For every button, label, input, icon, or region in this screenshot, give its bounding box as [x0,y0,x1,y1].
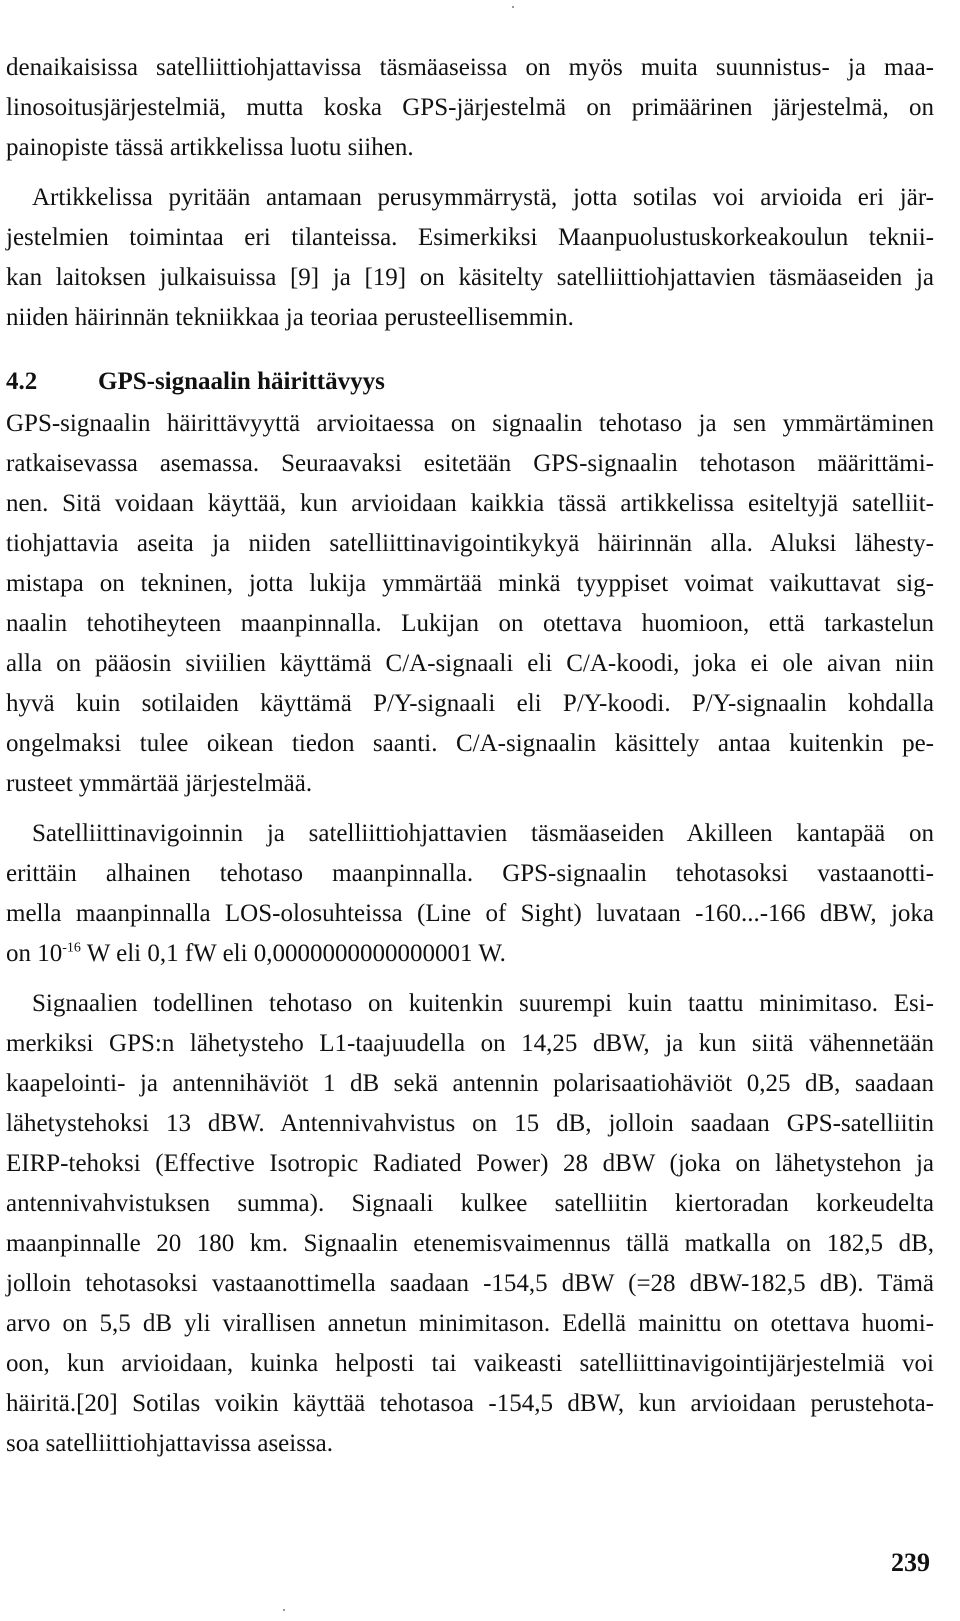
text-line: häiritä.[20] Sotilas voikin käyttää tehotasoa -154,5 dBW, kun arvioidaan perustehota- [6,1390,934,1417]
text-line: merkiksi GPS:n lähetysteho L1-taajuudella on 14,25 dBW, ja kun siitä vähennetään [6,1030,934,1057]
text-line: linosoitusjärjestelmiä, mutta koska GPS-järjestelmä on primäärinen järjestelmä, on [6,94,934,121]
section-heading [6,362,934,402]
paragraph [6,814,934,974]
text-line: ratkaisevassa asemassa. Seuraavaksi esitetään GPS-signaalin tehotason määrittämi- [6,450,934,477]
text-line: maanpinnalle 20 180 km. Signaalin etenemisvaimennus tällä matkalla on 182,5 dB, [6,1230,934,1257]
paragraph [6,48,934,168]
text-line: mistapa on tekninen, jotta lukija ymmärtää minkä tyyppiset voimat vaikuttavat sig- [6,570,934,597]
text-line: GPS-signaalin häirittävyyttä arvioitaessa on signaalin tehotaso ja sen ymmärtäminen [6,410,934,437]
text-fragment: on 10 [6,940,63,967]
text-line: oon, kun arvioidaan, kuinka helposti tai vaikeasti satelliittinavigointijärjestelmiä voi [6,1350,934,1377]
scan-speck [512,6,514,8]
text-line: arvo on 5,5 dB yli virallisen annetun minimitason. Edellä mainittu on otettava huomi- [6,1310,934,1337]
text-line: ongelmaksi tulee oikean tiedon saanti. C/A-signaalin käsittely antaa kuitenkin pe- [6,730,934,757]
text-line: painopiste tässä artikkelissa luotu siihen. [6,134,414,161]
text-line: EIRP-tehoksi (Effective Isotropic Radiated Power) 28 dBW (joka on lähetystehon ja [6,1150,934,1177]
paragraph [6,178,934,338]
text-line: rusteet ymmärtää järjestelmää. [6,770,313,797]
text-line: Artikkelissa pyritään antamaan perusymmärrystä, jotta sotilas voi arvioida eri jär- [32,184,934,211]
text-line: naalin tehotiheyteen maanpinnalla. Lukijan on otettava huomioon, että tarkastelun [6,610,934,637]
text-line [6,934,934,974]
document-page [6,48,934,1464]
superscript-exponent: -16 [62,940,81,956]
text-line: jolloin tehotasoksi vastaanottimella saadaan -154,5 dBW (=28 dBW-182,5 dB). Tämä [6,1270,934,1297]
section-number: 4.2 [6,368,38,395]
text-line: niiden häirinnän tekniikkaa ja teoriaa perusteellisemmin. [6,304,574,331]
paragraph [6,404,934,804]
text-line: Signaalien todellinen tehotaso on kuitenkin suurempi kuin taattu minimitaso. Esi- [32,990,934,1017]
text-line: erittäin alhainen tehotaso maanpinnalla. GPS-signaalin tehotasoksi vastaanotti- [6,860,934,887]
page-number: 239 [891,1548,930,1577]
text-line: kaapelointi- ja antennihäviöt 1 dB sekä antennin polarisaatiohäviöt 0,25 dB, saadaan [6,1070,934,1097]
text-line: soa satelliittiohjattavissa aseissa. [6,1430,334,1457]
text-line: Satelliittinavigoinnin ja satelliittiohjattavien täsmäaseiden Akilleen kantapää on [32,820,934,847]
text-line: denaikaisissa satelliittiohjattavissa täsmäaseissa on myös muita suunnistus- ja maa- [6,54,934,81]
text-line: alla on pääosin siviilien käyttämä C/A-signaali eli C/A-koodi, joka ei ole aivan niin [6,650,934,677]
paragraph [6,984,934,1464]
text-line: jestelmien toimintaa eri tilanteissa. Esimerkiksi Maanpuolustuskorkeakoulun teknii- [6,224,934,251]
text-line: lähetystehoksi 13 dBW. Antennivahvistus on 15 dB, jolloin saadaan GPS-satelliitin [6,1110,934,1137]
text-line: mella maanpinnalla LOS-olosuhteissa (Line of Sight) luvataan -160...-166 dBW, joka [6,900,934,927]
text-line: antennivahvistuksen summa). Signaali kulkee satelliitin kiertoradan korkeudelta [6,1190,934,1217]
text-fragment: W eli 0,1 fW eli 0,0000000000000001 W. [80,940,506,967]
text-line: hyvä kuin sotilaiden käyttämä P/Y-signaali eli P/Y-koodi. P/Y-signaalin kohdalla [6,690,934,717]
text-line: tiohjattavia aseita ja niiden satelliittinavigointikykyä häirinnän alla. Aluksi lähesty- [6,530,934,557]
section-title: GPS-signaalin häirittävyys [98,368,385,395]
scan-speck [283,1609,285,1611]
text-line: nen. Sitä voidaan käyttää, kun arvioidaan kaikkia tässä artikkelissa esiteltyjä satelliit- [6,490,934,517]
text-line: kan laitoksen julkaisuissa [9] ja [19] on käsitelty satelliittiohjattavien täsmäaseiden ja [6,264,934,291]
